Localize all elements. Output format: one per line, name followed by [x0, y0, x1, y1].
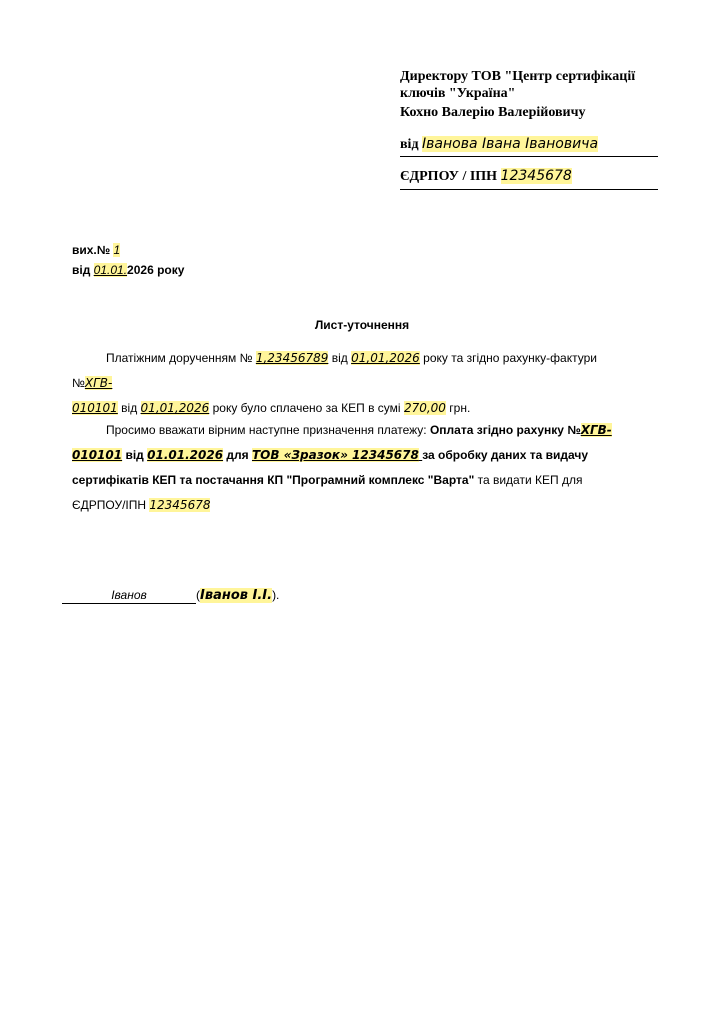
edrpou-row: [400, 166, 658, 190]
p2-text-2: Оплата згідно рахунку №: [429, 423, 581, 437]
p2-edrpou: 12345678: [149, 498, 211, 512]
p2-text-6: та видати КЕП для ЄДРПОУ/ІПН: [72, 473, 583, 512]
outgoing-number-line: [72, 240, 184, 260]
invoice-date: 01,01,2026: [140, 401, 210, 415]
p1-text-1: Платіжним дорученням №: [106, 351, 253, 365]
addressee-name: Кохно Валерію Валерійовичу: [400, 105, 586, 120]
p2-date: 01.01.2026: [147, 448, 224, 462]
payment-amount: 270,00: [403, 401, 446, 415]
p1-text-4: від: [121, 401, 138, 415]
signature-line: [62, 588, 196, 604]
outgoing-number-label: вих.№: [72, 243, 111, 257]
p2-invoice-part1: ХГВ-: [580, 423, 612, 437]
invoice-number-part1: ХГВ-: [84, 376, 113, 390]
addressee-line-2: ключів "Україна": [400, 86, 516, 101]
invoice-number-part2: 010101: [72, 401, 118, 415]
edrpou-label: ЄДРПОУ / ІПН: [400, 169, 498, 184]
outgoing-date-value: 01.01.: [93, 263, 128, 277]
p1-text-2: від: [331, 351, 348, 365]
signature-open-paren: (: [196, 588, 200, 602]
outgoing-date-suffix: 2026 року: [127, 263, 185, 277]
signature-close-paren: ).: [272, 588, 280, 602]
outgoing-date-line: [72, 260, 184, 280]
outgoing-number-value: 1: [113, 243, 121, 257]
addressee-block: [400, 68, 658, 121]
p2-company: ТОВ «Зразок» 12345678: [251, 448, 419, 462]
sender-row: [400, 134, 658, 157]
signature-name: Іванов І.І.: [200, 588, 273, 603]
p1-text-6: грн.: [449, 401, 471, 415]
signature-block: [62, 588, 279, 604]
letter-title: Лист-уточнення: [314, 318, 410, 332]
outgoing-reference: [72, 240, 184, 280]
p2-text-3: від: [125, 448, 144, 462]
p2-text-4: для: [226, 448, 249, 462]
signature-sign: Іванов: [111, 588, 147, 602]
edrpou-value: 12345678: [500, 168, 572, 184]
sender-label: від: [400, 137, 419, 152]
p2-text-1: Просимо вважати вірним наступне призначення платежу:: [106, 423, 427, 437]
sender-name: Іванова Івана Івановича: [422, 136, 599, 152]
paragraph-payment-purpose: [72, 418, 624, 518]
addressee-line-1: Директору ТОВ "Центр сертифікації: [400, 69, 636, 84]
outgoing-date-label: від: [72, 263, 91, 277]
p2-text-5: за обробку даних та видачу сертифікатів КЕП та постачання КП "Програмний комплекс "Варта": [72, 448, 589, 487]
p2-invoice-part2: 010101: [72, 448, 123, 462]
p1-text-3: року та згідно рахунку-фактури №: [72, 351, 597, 390]
paragraph-payment-info: [72, 346, 624, 421]
payment-number: 1,23456789: [255, 351, 329, 365]
p1-text-5: року було сплачено за КЕП в сумі: [212, 401, 401, 415]
payment-date: 01,01,2026: [351, 351, 420, 365]
